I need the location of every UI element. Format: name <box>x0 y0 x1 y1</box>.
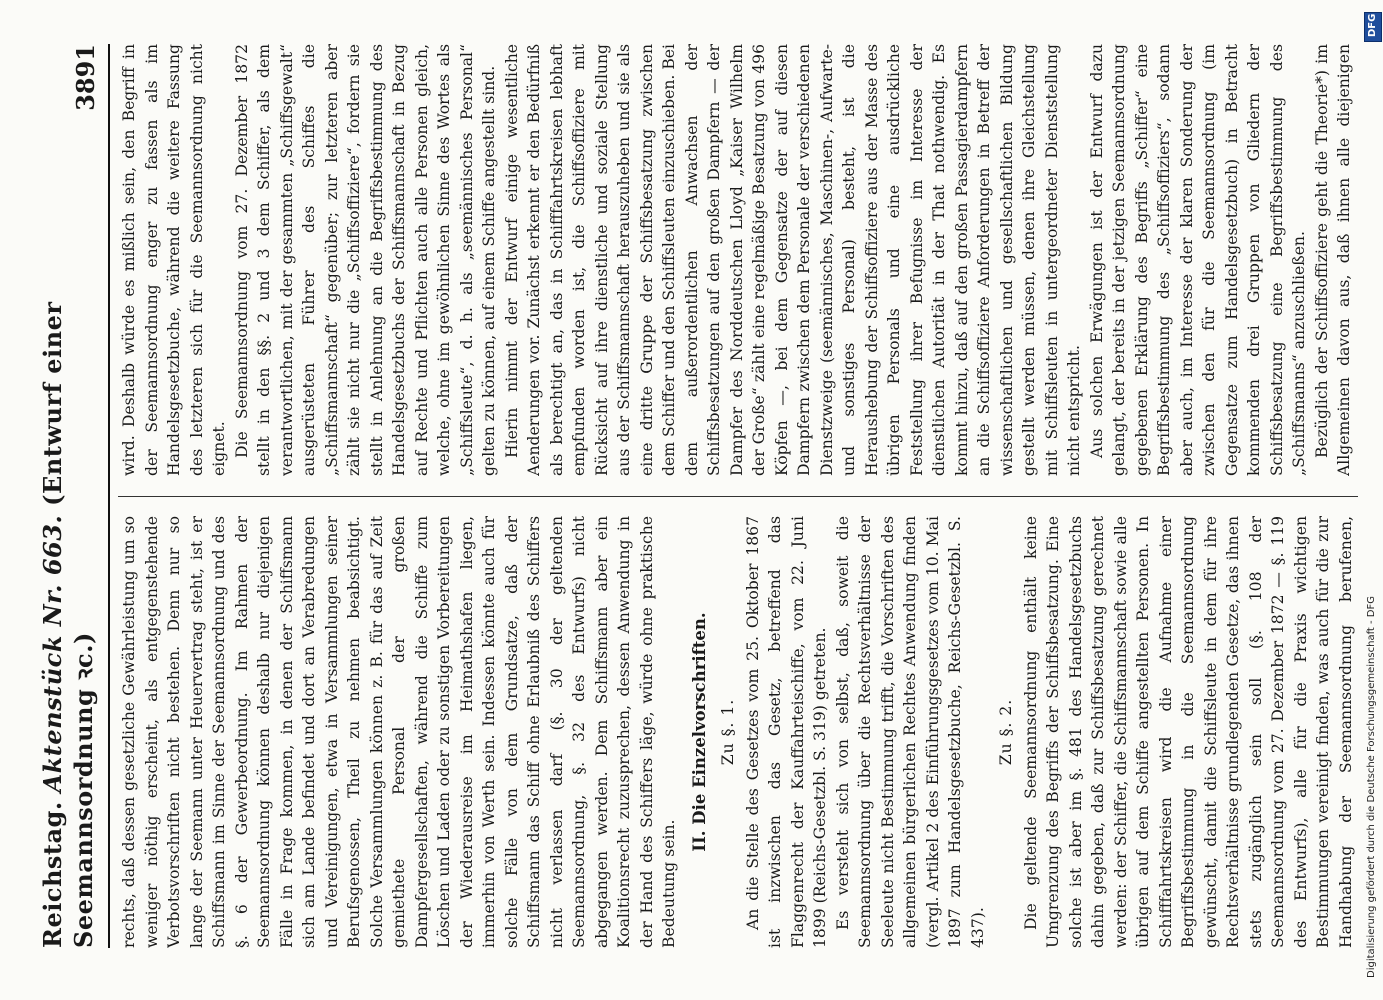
running-title <box>38 44 100 948</box>
column-divider <box>118 496 1358 497</box>
paragraph: Hierin nimmt der Entwurf einige wesentliche Aenderungen vor. Zunächst erkennt er den Bedürfniß als berechtigt an, das in Schifffahrtskreisen lebhaft empfunden worden ist, die Schiffsoffiziere mit Rücksicht auf ihre dienstliche und soziale Stellung aus der Schiffsmannschaft herauszuheben und sie als eine dritte Gruppe der Schiffsbesatzung zwischen dem Schiffer und den Schiffsleuten einzuschieben. Bei dem außerordentlichen Anwachsen der Schiffsbesatzungen auf den großen Dampfern — der Dampfer des Norddeutschen Lloyd „Kaiser Wilhelm der Große“ zählt eine regelmäßige Besatzung von 496 Köpfen —, bei dem Gegensatze der auf diesen Dampfern zwischen dem Personale der verschiedenen Dienstzweige (seemännisches, Maschinen-, Aufwarte- und sonstiges Personal) besteht, ist die Heraushebung der Schiffsoffiziere aus der Masse des übrigen Personals und eine ausdrückliche Feststellung ihrer Befugnisse im Interesse der dienstlichen Autorität in der That nothwendig. Es kommt hinzu, daß auf den großen Passagierdampfern an die Schiffsoffiziere Anforderungen in Betreff der wissenschaftlichen und gesellschaftlichen Bildung gestellt werden müssen, denen ihre Gleichstellung mit Schiffsleuten in untergeordneter Dienststellung nicht entspricht. <box>502 44 1083 476</box>
paragraph: Bezüglich der Schiffsoffiziere geht die Theorie*) im Allgemeinen davon aus, daß ihnen alle diejenigen <box>1312 44 1353 476</box>
paragraph: An die Stelle des Gesetzes vom 25. Oktober 1867 ist inzwischen das Gesetz, betreffend das Flaggenrecht der Kauffahrteischiffe, vom 22. Juni 1899 (Reichs-Gesetzbl. S. 319) getreten. <box>743 516 829 948</box>
attribution-strip <box>1364 8 1382 992</box>
subsection-heading: Zu §. 2. <box>997 698 1015 766</box>
paragraph: Die Seemannsordnung vom 27. Dezember 1872 stellt in den §§. 2 und 3 dem Schiffer, als dem verantwortlichen, mit der gesammten „Schiffsgewalt“ ausgerüsteten Führer des Schiffes die „Schiffsmannschaft“ gegenüber; zur letzteren aber zählt sie nicht nur die „Schiffsoffiziere“, fordern sie stellt in Anlehnung an die Begriffsbestimmung des Handelsgesetzbuchs der Schiffsmannschaft in Bezug auf Rechte und Pflichten auch alle Personen gleich, welche, ohne im gewöhnlichen Sinne des Wortes als „Schiffsleute“, d. h. als „seemännisches Personal“ gelten zu können, auf einem Schiffe angestellt sind. <box>232 44 498 476</box>
dfg-logo-text: DFG <box>1367 13 1378 37</box>
header-document-number: Aktenstück Nr. 663. <box>38 514 67 793</box>
paragraph: wird. Deshalb würde es mißlich sein, den Begriff in der Seemannsordnung enger zu fassen als im Handelsgesetzbuche, während die weitere Fassung des letzteren sich für die Seemannsordnung nicht eignet. <box>120 44 228 476</box>
paragraph: rechts, daß dessen gesetzliche Gewährleistung um so weniger nöthig erscheint, als entgegenstehende Verbotsvorschriften nicht bestehen. Denn nur so lange der Seemann unter Heuervertrag steht, ist er Schiffsmann im Sinne der Seemannsordnung und des §. 6 der Gewerbeordnung. Im Rahmen der Seemannsordnung können deshalb nur diejenigen Fälle in Frage kommen, in denen der Schiffsmann sich am Lande befindet und dort an Verabredungen und Vereinigungen, etwa in Versammlungen seiner Berufsgenossen, Theil zu nehmen beabsichtigt. Solche Versammlungen können z. B. für das auf Zeit gemiethete Personal der großen Dampfergesellschaften, während die Schiffe zum Löschen und Laden oder zu sonstigen Vorbereitungen der Wiederausreise im Heimathshafen liegen, immerhin von Werth sein. Indessen könnte auch für solche Fälle von dem Grundsatze, daß der Schiffsmann das Schiff ohne Erlaubniß des Schiffers nicht verlassen darf (§. 30 der geltenden Seemannsordnung, §. 32 des Entwurfs) nicht abgegangen werden. Dem Schiffsmann aber ein Koalitionsrecht zuzusprechen, dessen Anwendung in der Hand des Schiffers läge, würde ohne praktische Bedeutung sein. <box>120 516 678 948</box>
header-prefix: Reichstag. <box>38 801 67 948</box>
right-column <box>118 44 1358 476</box>
subsection-heading: Zu §. 1. <box>719 698 737 766</box>
dfg-logo <box>1364 12 1382 42</box>
paragraph: Die geltende Seemannsordnung enthält keine Umgrenzung des Begriffs der Schiffsbesatzung. Eine solche ist aber im §. 481 des Handelsgesetzbuchs dahin gegeben, daß zur Schiffsbesatzung gerechnet werden: der Schiffer, die Schiffsmannschaft sowie alle übrigen auf dem Schiffe angestellten Personen. In Schifffahrtskreisen wird die Aufnahme einer Begriffsbestimmung in die Seemannsordnung gewünscht, damit die Schiffsleute in dem für ihre Rechtsverhältnisse grundlegenden Gesetze, das ihnen stets zugänglich sein soll (§. 108 der Seemannsordnung vom 27. Dezember 1872 — §. 119 des Entwurfs), alle für die Praxis wichtigen Bestimmungen vereinigt finden, was auch für die zur Handhabung der Seemannsordnung berufenen, <box>1021 516 1355 948</box>
header-document-title: (Entwurf einer Seemannsordnung ꝛc.) <box>38 301 98 948</box>
paragraph: Aus solchen Erwägungen ist der Entwurf dazu gelangt, der bereits in der jetzigen Seemannsordnung gegebenen Erklärung des Begriffs „Schiffer“ eine Begriffsbestimmung des „Schiffsoffiziers“, sodann aber auch, im Interesse der klaren Sonderung der zwischen den für die Seemannsordnung (im Gegensatze zum Handelsgesetzbuch) in Betracht kommenden drei Gruppen von Gliedern der Schiffsbesatzung eine Begriffsbestimmung des „Schiffsmanns“ anzuschließen. <box>1087 44 1308 476</box>
attribution-text: Digitalisierung gefördert durch die Deutsche Forschungsgemeinschaft - DFG <box>1366 595 1377 978</box>
left-column <box>118 516 1358 948</box>
page-number: 3891 <box>71 44 100 111</box>
paragraph: Es versteht sich von selbst, daß, soweit die Seemannsordnung über die Rechtsverhältnisse der Seeleute nicht Bestimmung trifft, die Vorschriften des allgemeinen bürgerlichen Rechtes Anwendung finden (vergl. Artikel 2 des Einführungsgesetzes vom 10. Mai 1897 zum Handelsgesetzbuche, Reichs-Gesetzbl. S. 437). <box>833 516 987 948</box>
page-header <box>38 44 110 948</box>
section-heading: II. Die Einzelvorschriften. <box>689 612 709 852</box>
